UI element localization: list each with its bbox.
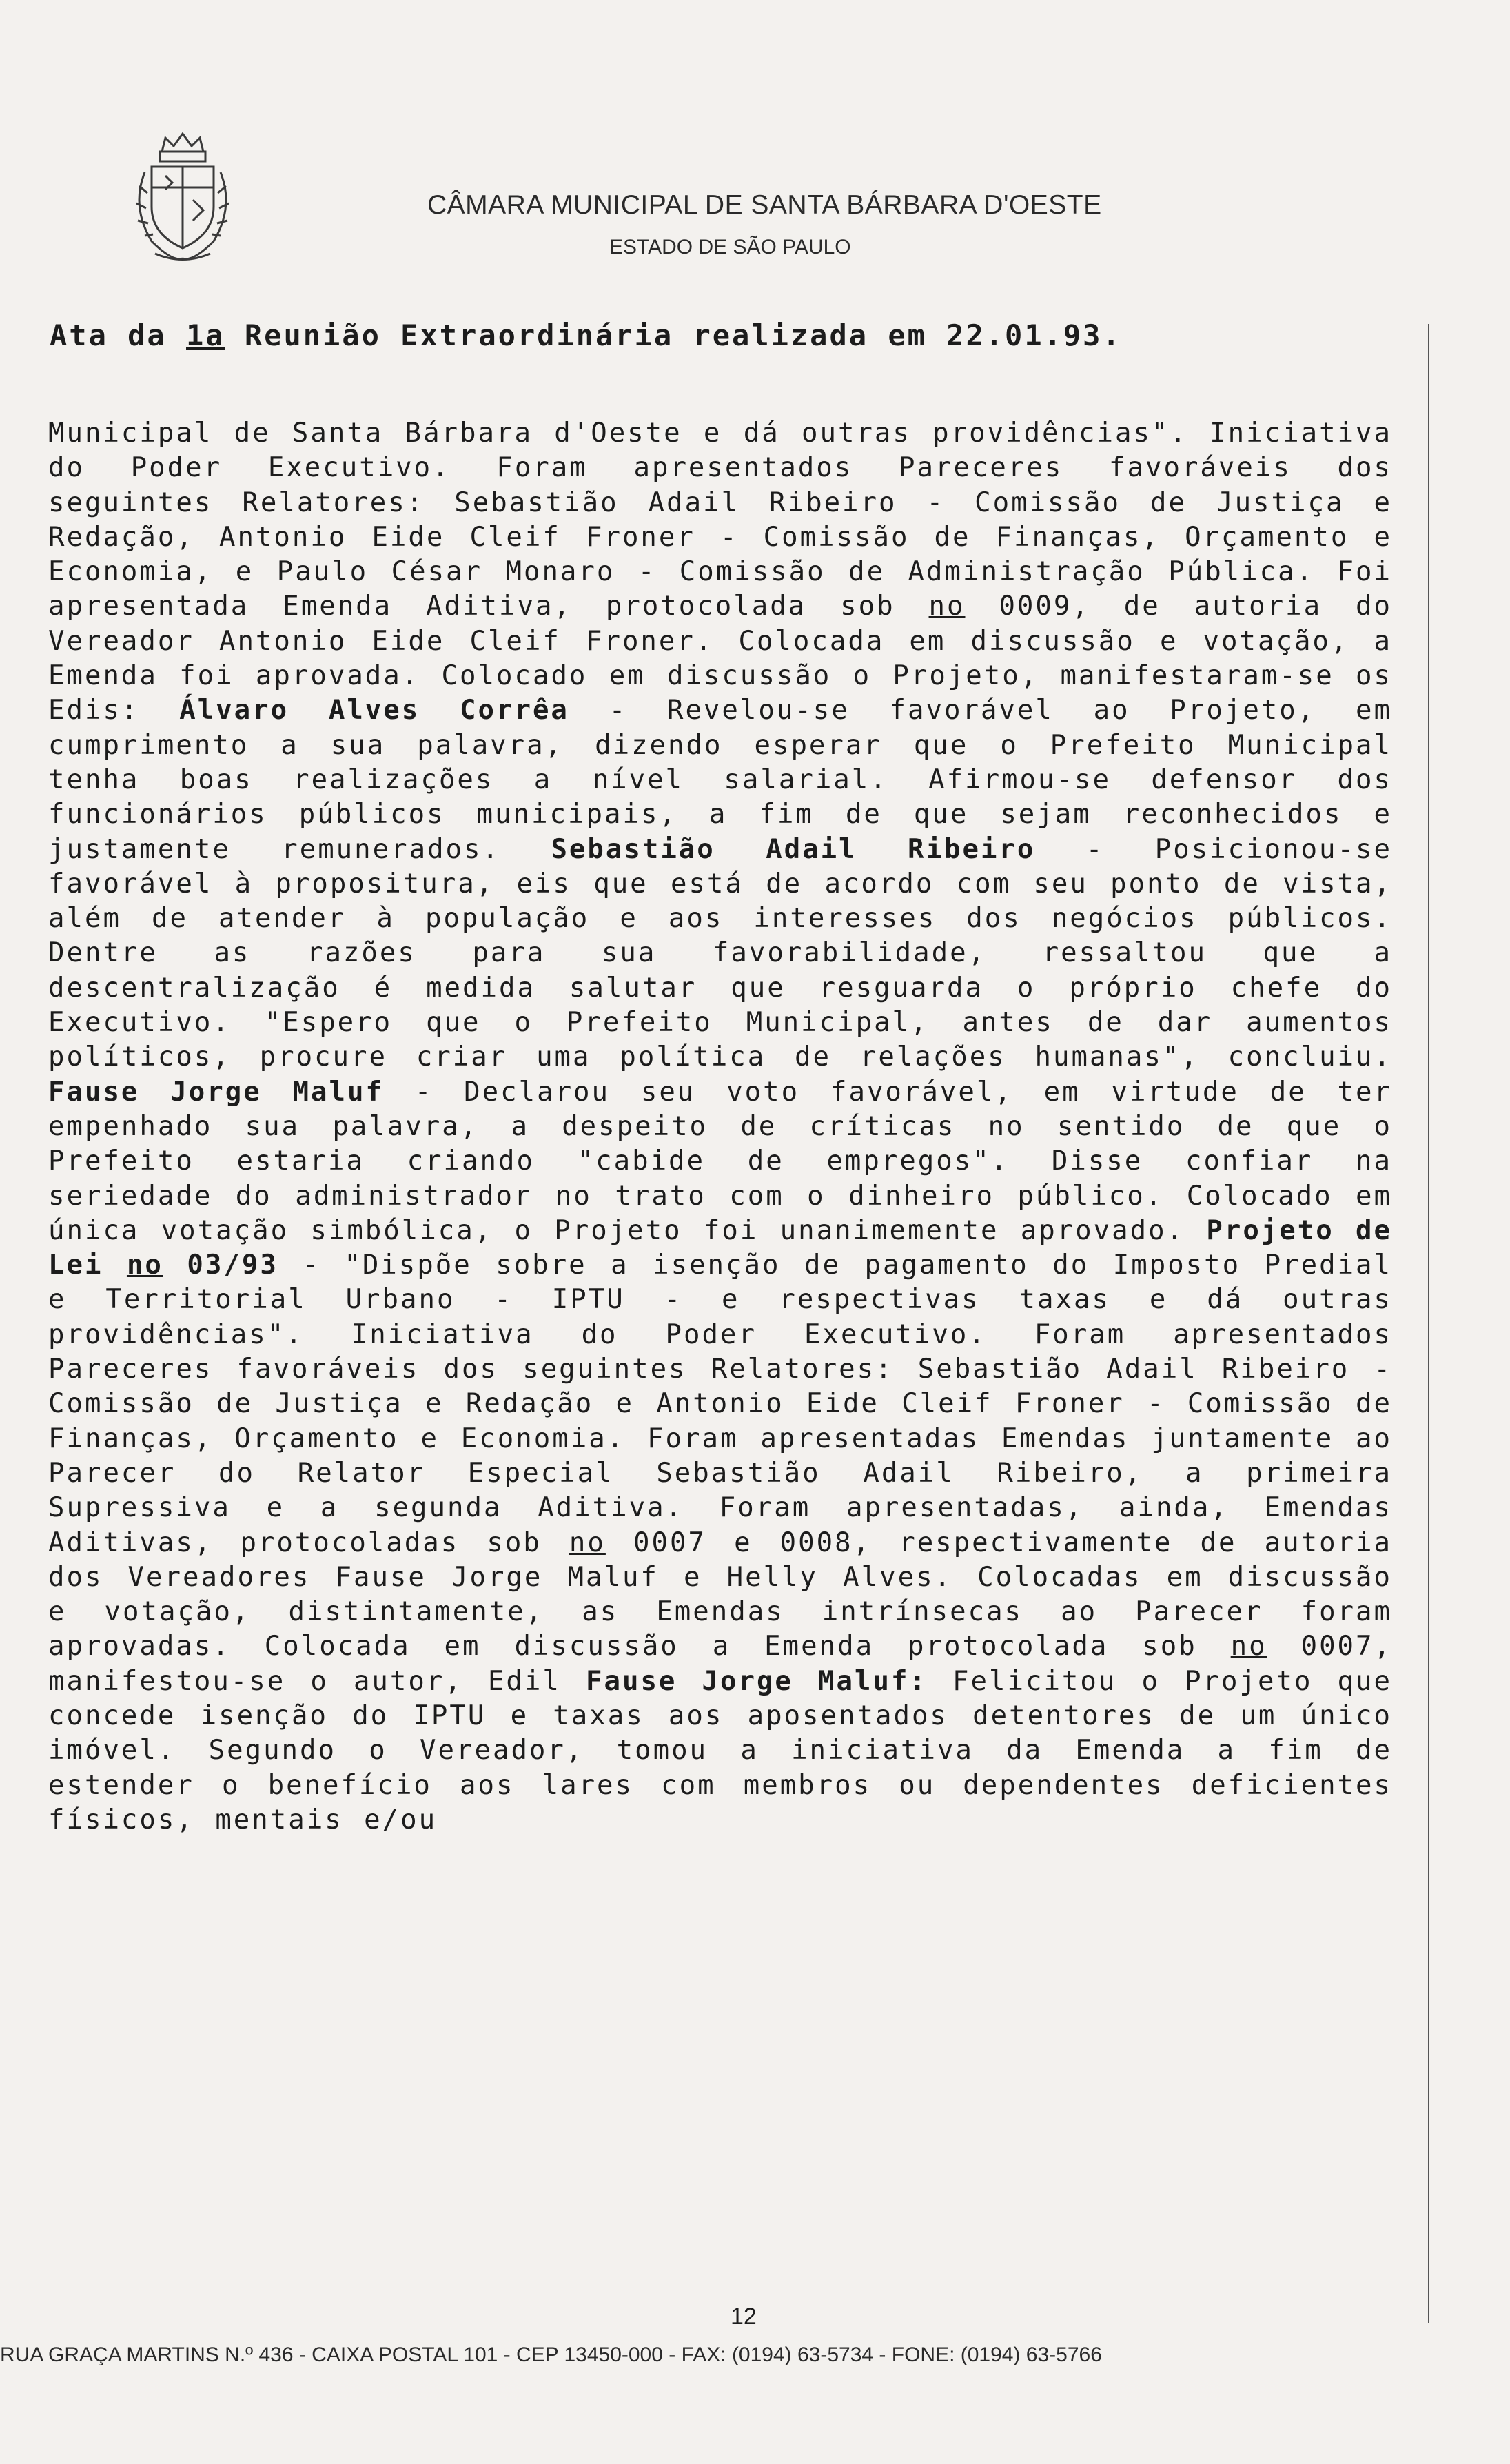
body-text: Municipal de Santa Bárbara d'Oeste e dá outras providências". Iniciativa do Poder Executivo. Foram apresentados Pareceres favoráveis dos seguintes Relatores: Sebastião Adail Ribeiro - Comissão de Justiça e Redação, Antonio Eide Cleif Froner - Comissão de Finanças, Orçamento e Economia, e Paulo César Monaro - Comissão de Administração Pública. Foi apresentada Emenda Aditiva, protocolada sob	[48, 418, 1392, 622]
speaker-name: Álvaro Alves Corrêa	[179, 695, 569, 726]
body-text: 0009, de autoria do Vereador Antonio Eide Cleif Froner. Colocada em discussão e votação, a Emenda foi aprovada. Colocado em discussão o Projeto, manifestaram-se os Edis:	[48, 591, 1392, 726]
body-text: - Declarou seu voto favorável, em virtude de ter empenhado sua palavra, a despeito de críticas no sentido de que o Prefeito estaria criando "cabide de empregos". Disse confiar na seriedade do administrador no trato com o dinheiro público. Colocado em única votação simbólica, o Projeto foi unanimemente aprovado.	[48, 1076, 1392, 1246]
speaker-name: Fause Jorge Maluf	[48, 1076, 384, 1108]
number-abbrev: no	[928, 591, 966, 622]
speaker-name: Sebastião Adail Ribeiro	[551, 833, 1036, 865]
body-text: 0007, manifestou-se o autor, Edil	[48, 1631, 1392, 1697]
body-text: - "Dispõe sobre a isenção de pagamento do Imposto Predial e Territorial Urbano - IPTU - e respectivas taxas e dá outras providências". Iniciativa do Poder Executivo. Foram apresentados Pareceres favoráveis dos seguintes Relatores: Sebastião Adail Ribeiro - Comissão de Justiça e Redação e Antonio Eide Cleif Froner - Comissão de Finanças, Orçamento e Economia. Foram apresentadas Emendas juntamente ao Parecer do Relator Especial Sebastião Adail Ribeiro, a primeira Supressiva e a segunda Aditiva. Foram apresentadas, ainda, Emendas Aditivas, protocoladas sob	[48, 1250, 1392, 1558]
bill-title-b: 03/93	[163, 1250, 278, 1281]
number-abbrev: no	[569, 1527, 606, 1558]
address-footer: RUA GRAÇA MARTINS N.º 436 - CAIXA POSTAL 101 - CEP 13450-000 - FAX: (0194) 63-5734 - FONE: (0194) 63-5766	[0, 2343, 1102, 2366]
minutes-heading	[50, 318, 1122, 352]
number-abbrev: no	[1230, 1631, 1267, 1662]
number-abbrev: no	[126, 1250, 163, 1281]
body-text: - Posicionou-se favorável à propositura, eis que está de acordo com seu ponto de vista, além de atender à população e aos interesses dos negócios públicos. Dentre as razões para sua favorabilidade, ressaltou que a descentralização é medida salutar que resguarda o próprio chefe do Executivo. "Espero que o Prefeito Municipal, antes de dar aumentos políticos, procure criar uma política de relações humanas", concluiu.	[48, 833, 1392, 1073]
heading-suffix: Reunião Extraordinária realizada em 22.01.93.	[225, 318, 1122, 352]
speaker-name: Fause Jorge Maluf:	[586, 1665, 928, 1697]
heading-prefix: Ata da	[50, 318, 187, 352]
body-text: Felicitou o Projeto que concede isenção do IPTU e taxas aos aposentados detentores de um único imóvel. Segundo o Vereador, tomou a iniciativa da Emenda a fim de estender o benefício aos lares com membros ou dependentes deficientes físicos, mentais e/ou	[48, 1665, 1392, 1835]
page-number: 12	[731, 2303, 757, 2330]
margin-rule	[1428, 324, 1429, 2323]
bill-title-a: Projeto de Lei	[48, 1214, 1392, 1281]
heading-ordinal: 1a	[186, 318, 225, 352]
letterhead-subtitle: ESTADO DE SÃO PAULO	[609, 236, 851, 258]
body-text: 0007 e 0008, respectivamente de autoria dos Vereadores Fause Jorge Maluf e Helly Alves. Colocadas em discussão e votação, distintamente, as Emendas intrínsecas ao Parecer foram aprovadas. Colocada em discussão a Emenda protocolada sob	[48, 1527, 1392, 1662]
minutes-body	[48, 416, 1392, 1837]
letterhead-title: CÂMARA MUNICIPAL DE SANTA BÁRBARA D'OESTE	[427, 190, 1102, 220]
coat-of-arms-icon	[124, 124, 241, 269]
body-text: - Revelou-se favorável ao Projeto, em cumprimento a sua palavra, dizendo esperar que o Prefeito Municipal tenha boas realizações a nível salarial. Afirmou-se defensor dos funcionários públicos municipais, a fim de que sejam reconhecidos e justamente remunerados.	[48, 695, 1392, 865]
